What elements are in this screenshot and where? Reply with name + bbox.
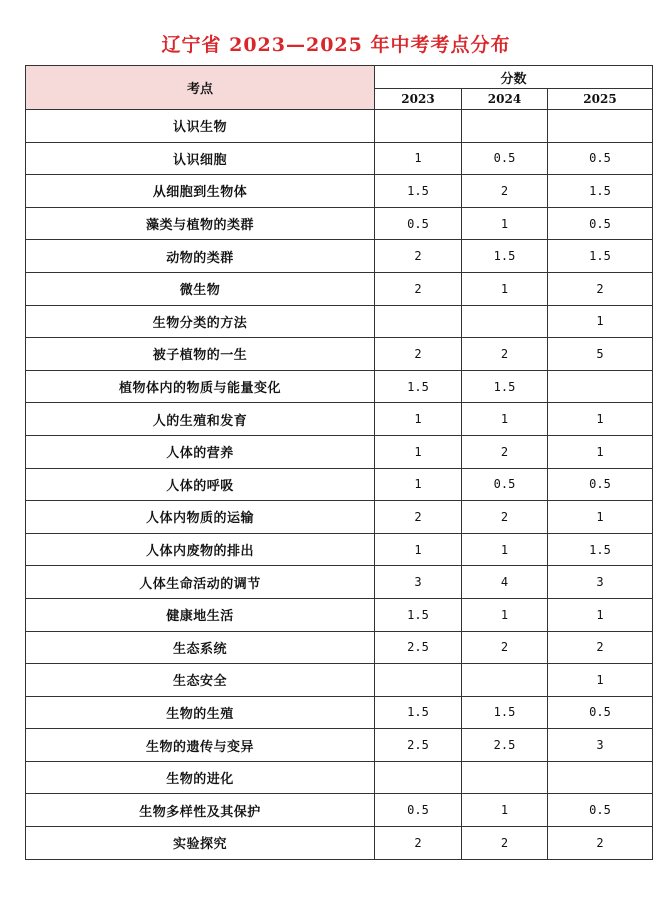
- score-cell-2024: 1: [462, 207, 548, 240]
- score-cell-2025: 0.5: [548, 468, 653, 501]
- score-cell-2025: 2: [548, 272, 653, 305]
- score-cell-2023: 3: [375, 566, 462, 599]
- year-header-2023: 2023: [375, 89, 462, 110]
- score-cell-2023: [375, 110, 462, 143]
- table-row: [26, 468, 653, 501]
- score-cell-2025: 0.5: [548, 696, 653, 729]
- score-cell-2025: 0.5: [548, 207, 653, 240]
- score-cell-2024: 1: [462, 598, 548, 631]
- score-cell-2023: 0.5: [375, 794, 462, 827]
- score-cell-2024: 1: [462, 403, 548, 436]
- score-cell-2024: 1.5: [462, 370, 548, 403]
- score-cell-2024: 2: [462, 175, 548, 208]
- score-cell-2024: 2: [462, 827, 548, 860]
- score-cell-2025: 5: [548, 338, 653, 371]
- score-cell-2025: [548, 110, 653, 143]
- score-cell-2023: 1.5: [375, 370, 462, 403]
- year-header-2024: 2024: [462, 89, 548, 110]
- topic-column-header: 考点: [26, 66, 375, 110]
- score-cell-2023: [375, 664, 462, 697]
- table-row: [26, 696, 653, 729]
- score-cell-2025: 1: [548, 435, 653, 468]
- score-cell-2023: 1.5: [375, 175, 462, 208]
- score-cell-2024: 1.5: [462, 696, 548, 729]
- table-row: [26, 403, 653, 436]
- score-cell-2023: 1: [375, 403, 462, 436]
- score-cell-2023: 0.5: [375, 207, 462, 240]
- score-cell-2023: 2: [375, 827, 462, 860]
- page-title: 辽宁省 2023—2025 年中考考点分布: [161, 34, 511, 56]
- score-cell-2023: 2: [375, 272, 462, 305]
- topic-cell: 生态安全: [26, 664, 375, 697]
- topic-cell: 人体生命活动的调节: [26, 566, 375, 599]
- topic-cell: 植物体内的物质与能量变化: [26, 370, 375, 403]
- score-cell-2025: 3: [548, 729, 653, 762]
- table-row: [26, 338, 653, 371]
- table-row: [26, 761, 653, 794]
- score-cell-2023: 2: [375, 240, 462, 273]
- score-cell-2023: 1.5: [375, 598, 462, 631]
- score-cell-2024: 1: [462, 533, 548, 566]
- score-cell-2024: [462, 664, 548, 697]
- table-body: [26, 110, 653, 860]
- topic-cell: 被子植物的一生: [26, 338, 375, 371]
- table-row: [26, 664, 653, 697]
- year-header-2025: 2025: [548, 89, 653, 110]
- table-row: [26, 729, 653, 762]
- topic-cell: 微生物: [26, 272, 375, 305]
- score-cell-2023: 2: [375, 338, 462, 371]
- score-cell-2024: 2: [462, 338, 548, 371]
- score-column-header: 分数: [375, 66, 653, 89]
- topic-cell: 生物分类的方法: [26, 305, 375, 338]
- score-cell-2024: 4: [462, 566, 548, 599]
- score-cell-2025: 1.5: [548, 240, 653, 273]
- table-row: [26, 305, 653, 338]
- score-cell-2023: 2: [375, 501, 462, 534]
- score-cell-2023: [375, 761, 462, 794]
- score-cell-2025: 1: [548, 664, 653, 697]
- exam-topic-table: [25, 65, 653, 860]
- topic-cell: 认识生物: [26, 110, 375, 143]
- topic-cell: 人体的营养: [26, 435, 375, 468]
- table-row: [26, 435, 653, 468]
- table-row: [26, 794, 653, 827]
- score-cell-2023: 2.5: [375, 729, 462, 762]
- score-cell-2024: [462, 305, 548, 338]
- table-row: [26, 370, 653, 403]
- table-row: [26, 631, 653, 664]
- table-row: [26, 501, 653, 534]
- score-cell-2025: [548, 761, 653, 794]
- topic-cell: 人的生殖和发育: [26, 403, 375, 436]
- table-row: [26, 598, 653, 631]
- topic-cell: 生物的进化: [26, 761, 375, 794]
- score-cell-2023: 1.5: [375, 696, 462, 729]
- score-cell-2025: 1: [548, 305, 653, 338]
- topic-cell: 人体内废物的排出: [26, 533, 375, 566]
- score-cell-2025: 1.5: [548, 533, 653, 566]
- score-cell-2025: 3: [548, 566, 653, 599]
- table-row: [26, 175, 653, 208]
- table-row: [26, 827, 653, 860]
- topic-cell: 藻类与植物的类群: [26, 207, 375, 240]
- score-cell-2024: [462, 110, 548, 143]
- score-cell-2024: 2: [462, 435, 548, 468]
- score-cell-2023: 1: [375, 435, 462, 468]
- score-cell-2025: 1: [548, 598, 653, 631]
- topic-cell: 认识细胞: [26, 142, 375, 175]
- score-cell-2024: 2: [462, 631, 548, 664]
- table-row: [26, 240, 653, 273]
- score-cell-2025: 1: [548, 501, 653, 534]
- score-cell-2025: 1: [548, 403, 653, 436]
- topic-cell: 人体内物质的运输: [26, 501, 375, 534]
- topic-cell: 实验探究: [26, 827, 375, 860]
- score-cell-2023: 1: [375, 533, 462, 566]
- score-cell-2023: 1: [375, 142, 462, 175]
- topic-cell: 健康地生活: [26, 598, 375, 631]
- score-cell-2023: 1: [375, 468, 462, 501]
- score-cell-2025: 2: [548, 631, 653, 664]
- score-cell-2024: 1: [462, 794, 548, 827]
- score-cell-2025: 2: [548, 827, 653, 860]
- table-row: [26, 207, 653, 240]
- table-row: [26, 566, 653, 599]
- score-cell-2024: [462, 761, 548, 794]
- table-row: [26, 110, 653, 143]
- score-cell-2024: 1.5: [462, 240, 548, 273]
- score-cell-2024: 1: [462, 272, 548, 305]
- table-row: [26, 272, 653, 305]
- score-cell-2024: 2: [462, 501, 548, 534]
- score-cell-2025: 0.5: [548, 142, 653, 175]
- table-row: [26, 533, 653, 566]
- score-cell-2024: 0.5: [462, 142, 548, 175]
- score-cell-2024: 0.5: [462, 468, 548, 501]
- score-cell-2025: 1.5: [548, 175, 653, 208]
- topic-cell: 生态系统: [26, 631, 375, 664]
- score-cell-2025: [548, 370, 653, 403]
- topic-cell: 生物的生殖: [26, 696, 375, 729]
- score-cell-2025: 0.5: [548, 794, 653, 827]
- topic-cell: 生物的遗传与变异: [26, 729, 375, 762]
- topic-cell: 生物多样性及其保护: [26, 794, 375, 827]
- topic-cell: 动物的类群: [26, 240, 375, 273]
- score-cell-2023: [375, 305, 462, 338]
- table-row: [26, 142, 653, 175]
- topic-cell: 人体的呼吸: [26, 468, 375, 501]
- score-cell-2023: 2.5: [375, 631, 462, 664]
- topic-cell: 从细胞到生物体: [26, 175, 375, 208]
- score-cell-2024: 2.5: [462, 729, 548, 762]
